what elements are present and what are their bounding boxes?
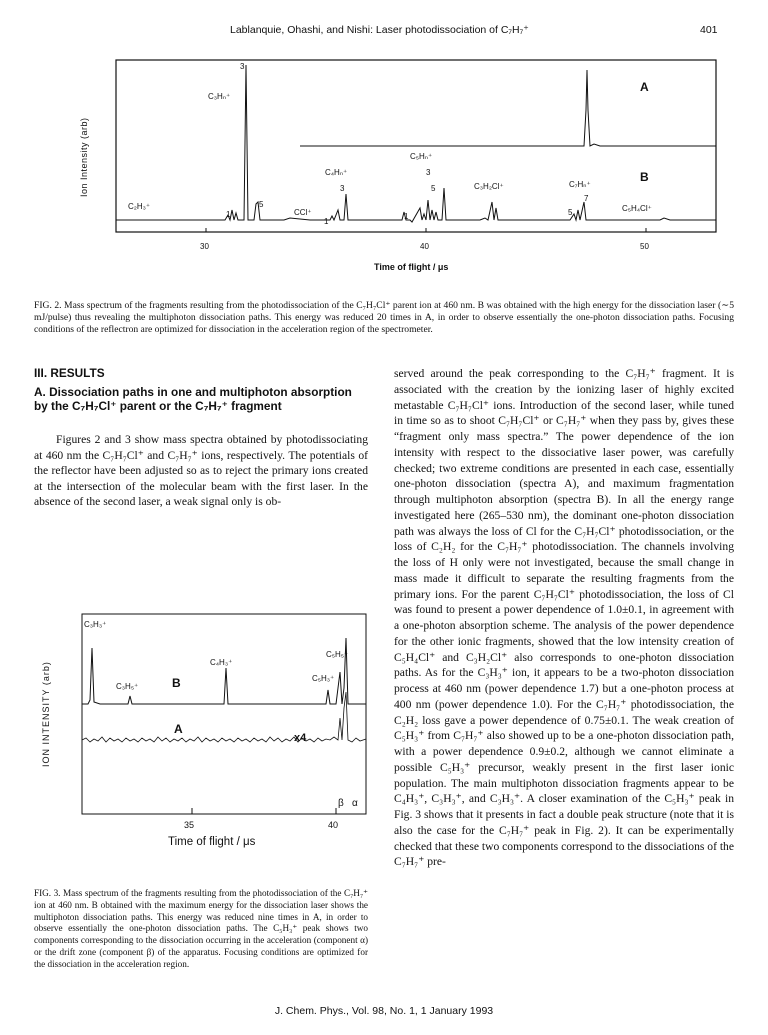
fig2-ylabel: Ion Intensity (arb) <box>79 117 89 197</box>
fig2-label-n3b: 3 <box>426 168 431 177</box>
fig2-label-n5c: 5 <box>568 208 573 217</box>
fig2-label-c3hn-top: C₃Hₙ⁺ <box>208 92 231 101</box>
fig2-label-c5hn: C₅Hₙ⁺ <box>410 152 433 161</box>
fig2-xtick-50: 50 <box>640 242 649 251</box>
figure-2 <box>60 50 720 290</box>
fig2-label-three-top: 3 <box>240 62 245 71</box>
fig2-label-c3h2cl: C₃H₂Cl⁺ <box>474 182 504 191</box>
fig2-trace-b <box>116 65 716 222</box>
fig2-label-c7hn: C₇Hₙ⁺ <box>569 180 591 189</box>
fig2-label-c4hn: C₄Hₙ⁺ <box>325 168 348 177</box>
fig3-label-c4h3: C₄H₃⁺ <box>210 658 233 667</box>
fig2-trace-a <box>300 70 716 146</box>
fig3-ylabel: ION INTENSITY (arb) <box>41 661 51 767</box>
fig2-xlabel: Time of flight / μs <box>374 262 449 272</box>
fig2-label-n1c: 1 <box>404 212 409 221</box>
fig3-trace-b <box>82 638 366 704</box>
fig2-xtick-30: 30 <box>200 242 209 251</box>
fig2-xtick-40: 40 <box>420 242 429 251</box>
running-title: Lablanquie, Ohashi, and Nishi: Laser photodissociation of C₇H₇⁺ <box>230 24 529 36</box>
figure-3 <box>30 608 370 848</box>
fig2-label-ccl: CCl⁺ <box>294 208 312 217</box>
fig2-label-n7: 7 <box>584 194 589 203</box>
left-paragraph: Figures 2 and 3 show mass spectra obtained by photodissociating at 460 nm the C₇H₇Cl⁺ and C₇H₇⁺ ions, respectively. The potentials of the reflector have been adjusted so as to reject the primary ions created at the intersection of the molecular beam with the first laser. In the absence of the second laser, a weak signal only is ob- <box>34 433 368 509</box>
page-number: 401 <box>700 24 718 36</box>
fig2-label-n5a: 5 <box>259 200 264 209</box>
right-paragraph: served around the peak corresponding to the C₇H₇⁺ fragment. It is associated with the creation by the ionizing laser of highly excited metastable C₇H₇Cl⁺ ions. Introduction of the second laser, while tuned in time so as to shoot C₇H₇Cl⁺ or C₇H₇⁺ when they pass by, gives these “fragment only mass spectra.” The power dependence of the ion intensity with respect to the dissociative laser power, was carefully checked; two extreme conditions are presented in each case, essentially one-photon dissociation (spectra A), and maximum fragmentation through multiphoton absorption (spectra B). In all the energy range investigated here (265–530 nm), the dominant one-photon dissociation path was always the loss of Cl for the C₇H₇Cl⁺ photodissociation, or the loss of C₂H₂ for the C₇H₇⁺ photodissociation. The channels involving the loss of H only were not investigated, because the small change in mass made it difficult to separate the resulting fragments from the primary ions. For the parent C₇H₇Cl⁺ photodissociation, the loss of Cl was found to present a power dependence of 1.0±0.1, in agreement with a one-photon absorption scheme. The analysis of the power dependence for the other ionic fragments, showed that the low intensity creation of C₅H₄Cl⁺ and C₃H₂Cl⁺ also corresponds to one-photon dissociation paths. As for the C₃H₃⁺ ion, it appears to be a two-photon dissociation process at 460 nm (power dependence 1.7) but a one-photon process at 400 nm (power dependence 1.0). For the C₇H₇⁺ photodissociation, the C₂H₂ loss gave a power dependence of 0.75±0.1. The weak creation of C₅H₃⁺ from C₇H₇⁺ also showed up to be a one-photon dissociation path, with a power dependence 0.9±0.2, although we cannot eliminate a possible C₅H₃⁺ precursor, weakly present in the first laser ionic population. The main multiphoton dissociation fragments appear to be C₄H₃⁺, C₃H₃⁺, and C₃H₃⁺. A closer examination of the C₅H₃⁺ peak in Fig. 3 shows that it presents in fact a double peak structure (note that it is also the case for the C₇H₇⁺ peak in Fig. 2). It can be experimentally checked that these two components correspond to the dissociations of the C₇H₇⁺ pre- <box>394 367 734 869</box>
fig3-label-c5h5: C₅H₅⁺ <box>326 650 349 659</box>
fig2-label-c2h3: C₂H₃⁺ <box>128 202 151 211</box>
fig2-label-n1a: 1 <box>226 210 231 219</box>
journal-footer: J. Chem. Phys., Vol. 98, No. 1, 1 January 1993 <box>274 1005 494 1017</box>
fig3-xlabel: Time of flight / μs <box>168 836 256 848</box>
fig3-frame <box>82 614 366 814</box>
fig3-label-alpha: α <box>352 798 358 809</box>
fig3-label-c3h3: C₃H₃⁺ <box>84 620 107 629</box>
fig3-x4-label: x4 <box>294 732 307 744</box>
fig2-label-n1b: 1 <box>324 217 329 226</box>
fig2-panel-a-label: A <box>640 80 649 94</box>
fig3-caption: FIG. 3. Mass spectrum of the fragments resulting from the photodissociation of the C₇H₇⁺ ion at 460 nm. B obtained with the maximum energy for the dissociation laser shows the multiphoton dissociation paths. This energy was reduced nine times in A, in order to observe essentially the one-photon dissociation paths. The C₅H₃⁺ peak shows two components corresponding to the dissociation occurring in the acceleration (component α) or the drift zone (component β) of the apparatus. Focusing conditions are optimized for the dissociation in the acceleration region. <box>34 888 368 969</box>
section-heading: III. RESULTS <box>34 366 105 380</box>
fig2-caption: FIG. 2. Mass spectrum of the fragments resulting from the photodissociation of the C₇H₇Cl⁺ parent ion at 460 nm. B was obtained with the high energy for the dissociation laser (∼5 mJ/pulse) thus revealing the multiphoton dissociation paths. This energy was reduced 20 times in A, in order to observe essentially the one-photon dissociation paths. Focusing conditions of the reflectron are optimized for dissociation in the acceleration region of the spectrometer. <box>34 300 734 336</box>
fig3-label-c3h5: C₃H₅⁺ <box>116 682 139 691</box>
figure-2-plot <box>60 50 720 290</box>
fig3-xtick-35: 35 <box>184 820 195 830</box>
fig3-label-beta: β <box>338 798 344 809</box>
figure-3-plot <box>30 608 370 848</box>
fig2-label-c5h4cl: C₅H₄Cl⁺ <box>622 204 652 213</box>
fig2-label-n5b: 5 <box>431 184 436 193</box>
fig3-xtick-40: 40 <box>328 820 339 830</box>
fig3-label-c5h3: C₅H₃⁺ <box>312 674 335 683</box>
fig3-panel-a-label: A <box>174 722 183 736</box>
fig2-panel-b-label: B <box>640 170 649 184</box>
subsection-heading: A. Dissociation paths in one and multiphoton absorption by the C₇H₇Cl⁺ parent or the C₇H₇⁺ fragment <box>34 385 352 413</box>
fig3-panel-b-label: B <box>172 676 181 690</box>
fig2-label-n3a: 3 <box>340 184 345 193</box>
